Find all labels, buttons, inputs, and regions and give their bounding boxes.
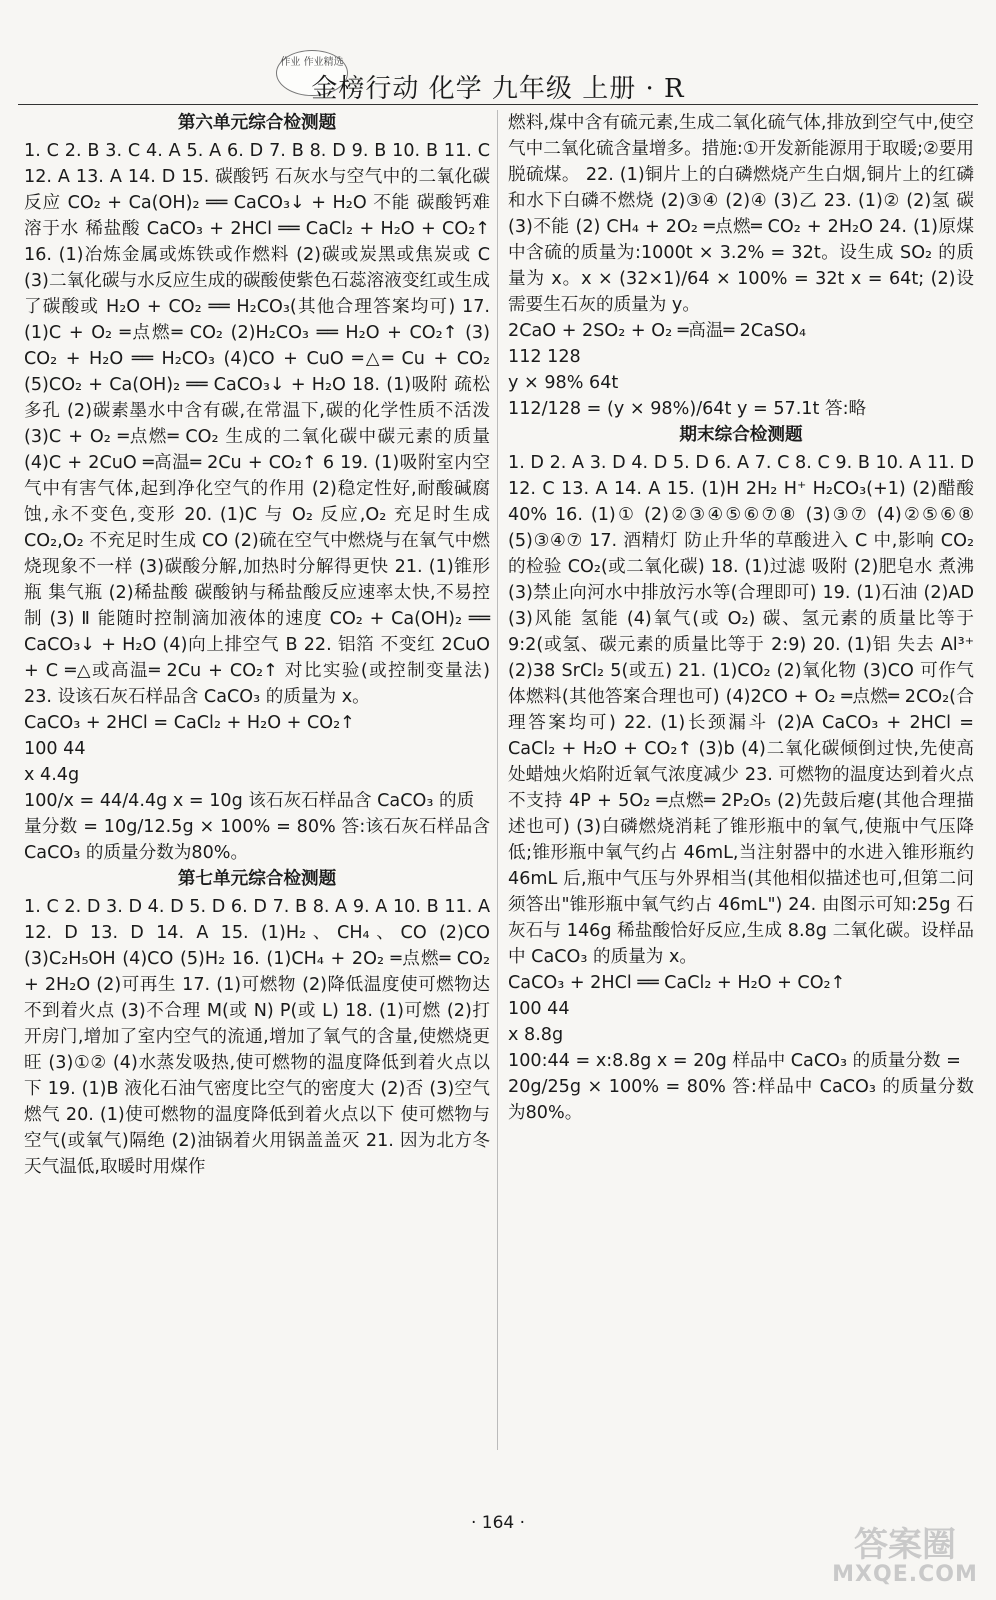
unit7-calc-line-1: 2CaO + 2SO₂ + O₂ ═高温═ 2CaSO₄ <box>508 321 807 341</box>
unit7-calc-line-4: 112/128 = (y × 98%)/64t y = 57.1t 答:略 <box>508 399 867 419</box>
final-exam-title: 期末综合检测题 <box>679 425 803 445</box>
unit7-calc-line-3: y × 98% 64t <box>508 373 619 393</box>
page-header-title: 金榜行动 化学 九年级 上册 · R <box>311 74 685 104</box>
site-watermark-logo <box>830 1525 980 1594</box>
unit6-answers: 1. C 2. B 3. C 4. A 5. A 6. D 7. B 8. D 9. B 10. B 11. C 12. A 13. A 14. D 15. 碳酸钙 石灰水与空气中的二氧化碳反应 CO₂ + Ca(OH)₂ ══ CaCO₃↓ + H₂O 不能 碳酸钙难溶于水 稀盐酸 CaCO₃ + 2HCl ══ CaCl₂ + H₂O + CO₂↑ 16. (1)冶炼金属或炼铁或作燃料 (2)碳或炭黑或焦炭或 C (3)二氧化碳与水反应生成的碳酸使紫色石蕊溶液变红或生成了碳酸或 H₂O + CO₂ ══ H₂CO₃(其他合理答案均可) 17. (1)C + O₂ ═点燃═ CO₂ (2)H₂CO₃ ══ H₂O + CO₂↑ (3) CO₂ + H₂O ══ H₂CO₃ (4)CO + CuO ═△═ Cu + CO₂ (5)CO₂ + Ca(OH)₂ ══ CaCO₃↓ + H₂O 18. (1)吸附 疏松多孔 (2)碳素墨水中含有碳,在常温下,碳的化学性质不活泼 (3)C + O₂ ═点燃═ CO₂ 生成的二氧化碳中碳元素的质量 (4)C + 2CuO ═高温═ 2Cu + CO₂↑ 6 19. (1)吸附室内空气中有害气体,起到净化空气的作用 (2)稳定性好,耐酸碱腐蚀,永不变色,变形 20. (1)C 与 O₂ 反应,O₂ 充足时生成 CO₂,O₂ 不充足时生成 CO (2)硫在空气中燃烧与在氧气中燃烧现象不一样 (3)碳酸分解,加热时分解得更快 21. (1)锥形瓶 集气瓶 (2)稀盐酸 碳酸钠与稀盐酸反应速率太快,不易控制 (3) Ⅱ 能随时控制滴加液体的速度 CO₂ + Ca(OH)₂ ══ CaCO₃↓ + H₂O (4)向上排空气 B 22. 铝箔 不变红 2CuO + C ═△或高温═ 2Cu + CO₂↑ 对比实验(或控制变量法) 23. 设该石灰石样品含 CaCO₃ 的质量为 x。 <box>24 141 490 707</box>
unit6-calc-line-1: CaCO₃ + 2HCl = CaCl₂ + H₂O + CO₂↑ <box>24 713 355 733</box>
final-calc-line-1: CaCO₃ + 2HCl ══ CaCl₂ + H₂O + CO₂↑ <box>508 973 846 993</box>
column-divider <box>497 110 498 1450</box>
unit7-title: 第七单元综合检测题 <box>177 869 337 889</box>
watermark-text: 答案圈 <box>854 1525 956 1565</box>
unit7-answers-continued: 燃料,煤中含有硫元素,生成二氧化硫气体,排放到空气中,使空气中二氧化硫含量增多。措施:①开发新能源用于取暖;②要用脱硫煤。 22. (1)铜片上的白磷燃烧产生白烟,铜片上的红磷和水下白磷不燃烧 (2)③④ (2)④ (3)乙 23. (1)② (2)氢 碳 (3)不能 (2) CH₄ + 2O₂ ═点燃═ CO₂ + 2H₂O 24. (1)原煤中含硫的质量为:1000t × 3.2% = 32t。设生成 SO₂ 的质量为 x。x × (32×1)/64 × 100% = 32t x = 64t; (2)设需要生石灰的质量为 y。 <box>508 113 974 315</box>
header-rule <box>18 104 978 105</box>
right-column <box>508 110 974 1126</box>
unit6-calc-line-3: x 4.4g <box>24 765 80 785</box>
final-calc-line-4: 100:44 = x:8.8g x = 20g 样品中 CaCO₃ 的质量分数 = <box>508 1051 961 1071</box>
watermark-url: MXQE.COM <box>832 1562 978 1587</box>
unit6-calc-line-4: 100/x = 44/4.4g x = 10g 该石灰石样品含 CaCO₃ 的质 <box>24 791 475 811</box>
final-exam-answers: 1. D 2. A 3. D 4. D 5. D 6. A 7. C 8. C 9. B 10. A 11. D 12. C 13. A 14. A 15. (1)H 2H₂ H⁺ H₂CO₃(+1) (2)醋酸 40% 16. (1)① (2)②③④⑤⑥⑦⑧ (3)③⑦ (4)②⑤⑥⑧ (5)③④⑦ 17. 酒精灯 防止升华的草酸进入 C 中,影响 CO₂ 的检验 CO₂(或二氧化碳) 18. (1)过滤 吸附 (2)肥皂水 煮沸 (3)禁止向河水中排放污水等(合理即可) 19. (1)石油 (2)AD (3)风能 氢能 (4)氧气(或 O₂) 碳、氢元素的质量比等于 9:2(或氢、碳元素的质量比等于 2:9) 20. (1)铝 失去 Al³⁺ (2)38 SrCl₂ 5(或五) 21. (1)CO₂ (2)氧化物 (3)CO 可作气体燃料(其他答案合理也可) (4)2CO + O₂ ═点燃═ 2CO₂(合理答案均可) 22. (1)长颈漏斗 (2)A CaCO₃ + 2HCl = CaCl₂ + H₂O + CO₂↑ (3)b (4)二氧化碳倾倒过快,先使高处蜡烛火焰附近氧气浓度减少 23. 可燃物的温度达到着火点 不支持 4P + 5O₂ ═点燃═ 2P₂O₅ (2)先鼓后瘪(其他合理描述也可) (3)白磷燃烧消耗了锥形瓶中的氧气,使瓶中气压降低;锥形瓶中氧气约占 46mL,当注射器中的水进入锥形瓶约 46mL 后,瓶中气压与外界相当(其他相似描述也可,但第二问须答出"锥形瓶中氧气约占 46mL") 24. 由图示可知:25g 石灰石与 146g 稀盐酸恰好反应,生成 8.8g 二氧化碳。设样品中 CaCO₃ 的质量为 x。 <box>508 453 974 967</box>
publisher-stamp-logo: 作业 作业精选 <box>276 50 348 96</box>
unit6-title: 第六单元综合检测题 <box>177 113 337 133</box>
unit6-calc-line-5: 量分数 = 10g/12.5g × 100% = 80% 答:该石灰石样品含 CaCO₃ 的质量分数为80%。 <box>24 817 490 863</box>
final-calc-line-3: x 8.8g <box>508 1025 564 1045</box>
unit7-answers: 1. C 2. D 3. D 4. D 5. D 6. D 7. B 8. A 9. A 10. B 11. A 12. D 13. D 14. A 15. (1)H₂、CH₄、CO (2)CO (3)C₂H₅OH (4)CO (5)H₂ 16. (1)CH₄ + 2O₂ ═点燃═ CO₂ + 2H₂O (2)可再生 17. (1)可燃物 (2)降低温度使可燃物达不到着火点 (3)不合理 M(或 N) P(或 L) 18. (1)可燃 (2)打开房门,增加了室内空气的流通,增加了氧气的含量,使燃烧更旺 (3)①② (4)水蒸发吸热,使可燃物的温度降低到着火点以下 19. (1)B 液化石油气密度比空气的密度大 (2)否 (3)空气 燃气 20. (1)使可燃物的温度降低到着火点以下 使可燃物与空气(或氧气)隔绝 (2)油锅着火用锅盖盖灭 21. 因为北方冬天气温低,取暖时用煤作 <box>24 897 490 1177</box>
unit6-calc-line-2: 100 44 <box>24 739 86 759</box>
final-calc-line-5: 20g/25g × 100% = 80% 答:样品中 CaCO₃ 的质量分数为80%。 <box>508 1077 974 1123</box>
unit7-calc-line-2: 112 128 <box>508 347 581 367</box>
final-calc-line-2: 100 44 <box>508 999 570 1019</box>
left-column <box>24 110 490 1180</box>
page-number: · 164 · <box>470 1513 526 1533</box>
